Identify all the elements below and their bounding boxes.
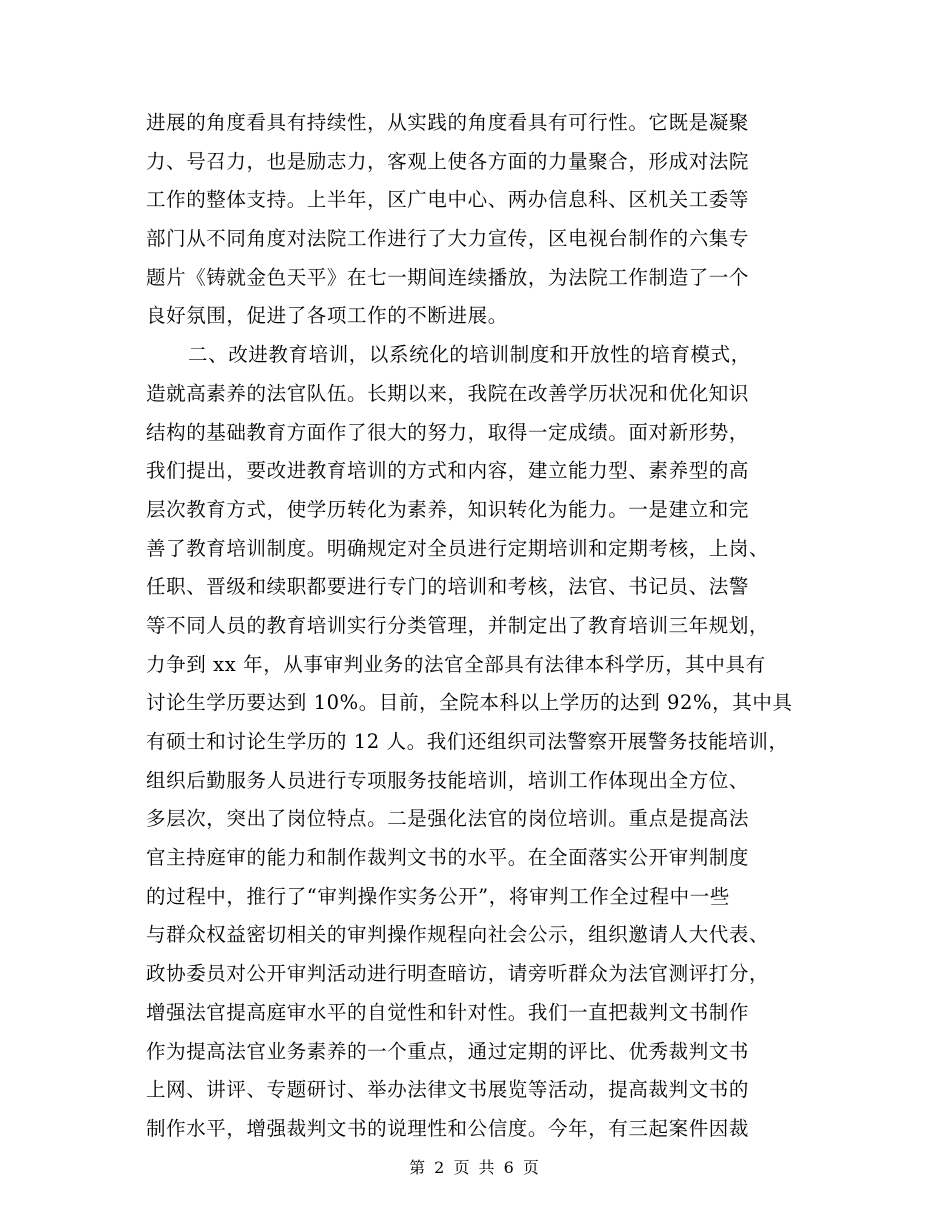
text-line: 造就高素养的法官队伍。长期以来，我院在改善学历状况和优化知识 — [146, 381, 750, 405]
text-line: 部门从不同角度对法院工作进行了大力宣传，区电视台制作的六集专 — [146, 227, 750, 251]
text-line: 的过程中，推行了“审判操作实务公开”，将审判工作全过程中一些 — [146, 884, 730, 908]
body-text — [146, 104, 806, 1149]
text-line: 善了教育培训制度。明确规定对全员进行定期培训和定期考核，上岗、 — [146, 536, 770, 560]
text-line: 上网、讲评、专题研讨、举办法律文书展览等活动，提高裁判文书的 — [146, 1078, 750, 1102]
text-line: 结构的基础教育方面作了很大的努力，取得一定成绩。面对新形势， — [146, 420, 750, 444]
text-line: 组织后勤服务人员进行专项服务技能培训，培训工作体现出全方位、 — [146, 768, 750, 792]
text-line: 增强法官提高庭审水平的自觉性和针对性。我们一直把裁判文书制作 — [146, 1000, 750, 1024]
text-line: 等不同人员的教育培训实行分类管理，并制定出了教育培训三年规划， — [146, 613, 770, 637]
text-line: 作为提高法官业务素养的一个重点，通过定期的评比、优秀裁判文书 — [146, 1039, 750, 1063]
text-line: 进展的角度看具有持续性，从实践的角度看具有可行性。它既是凝聚 — [146, 111, 750, 134]
text-line: 任职、晋级和续职都要进行专门的培训和考核，法官、书记员、法警 — [146, 575, 750, 599]
text-line: 层次教育方式，使学历转化为素养，知识转化为能力。一是建立和完 — [146, 497, 750, 521]
page-number-footer: 第 2 页 共 6 页 — [409, 1158, 541, 1177]
text-line: 与群众权益密切相关的审判操作规程向社会公示，组织邀请人大代表、 — [146, 923, 770, 947]
text-line: 工作的整体支持。上半年，区广电中心、两办信息科、区机关工委等 — [146, 188, 750, 212]
text-line: 力、号召力，也是励志力，客观上使各方面的力量聚合，形成对法院 — [146, 149, 750, 173]
text-line: 多层次，突出了岗位特点。二是强化法官的岗位培训。重点是提高法 — [146, 807, 750, 831]
text-line: 官主持庭审的能力和制作裁判文书的水平。在全面落实公开审判制度 — [146, 846, 750, 870]
text-line: 力争到 xx 年，从事审判业务的法官全部具有法律本科学历，其中具有 — [146, 652, 766, 676]
text-line: 良好氛围，促进了各项工作的不断进展。 — [146, 304, 508, 328]
text-line: 有硕士和讨论生学历的 12 人。我们还组织司法警察开展警务技能培训， — [146, 730, 789, 753]
text-line: 二、改进教育培训，以系统化的培训制度和开放性的培育模式， — [188, 343, 751, 367]
text-line: 题片《铸就金色天平》在七一期间连续播放，为法院工作制造了一个 — [146, 265, 750, 289]
text-line: 我们提出，要改进教育培训的方式和内容，建立能力型、素养型的高 — [146, 459, 750, 483]
text-line: 讨论生学历要达到 10%。目前，全院本科以上学历的达到 92%，其中具 — [146, 691, 793, 715]
text-line: 制作水平，增强裁判文书的说理性和公信度。今年，有三起案件因裁 — [146, 1116, 750, 1140]
text-line: 政协委员对公开审判活动进行明查暗访，请旁听群众为法官测评打分， — [146, 962, 770, 986]
